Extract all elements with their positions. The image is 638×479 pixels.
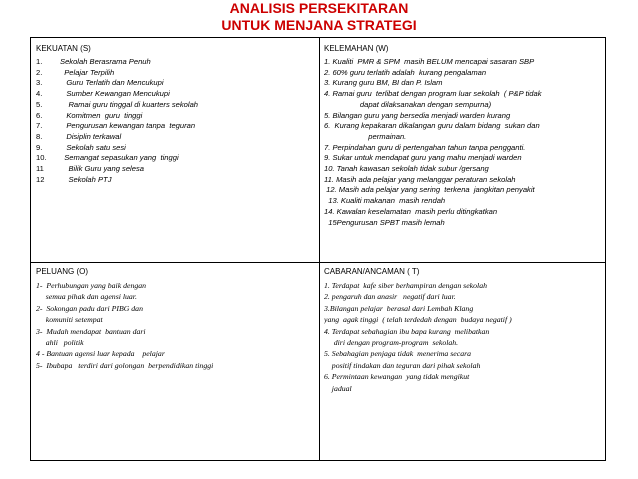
kelemahan-line: 14. Kawalan keselamatan masih perlu ditingkatkan bbox=[324, 206, 498, 216]
kekuatan-item-text: Ramai guru tinggal di kuarters sekolah bbox=[60, 99, 199, 109]
kekuatan-item-number: 7. bbox=[36, 121, 43, 131]
kekuatan-item bbox=[36, 68, 316, 79]
kelemahan-line: 11. Masih ada pelajar yang melanggar peraturan sekolah bbox=[324, 174, 516, 184]
kekuatan-item bbox=[36, 111, 316, 122]
kekuatan-item-number: 3. bbox=[36, 78, 43, 88]
kelemahan-heading: KELEMAHAN (W) bbox=[324, 44, 389, 53]
kekuatan-item bbox=[36, 89, 316, 100]
kekuatan-cell bbox=[36, 43, 316, 259]
peluang-cell bbox=[36, 266, 316, 458]
kekuatan-item-text: Komitmen guru tinggi bbox=[60, 110, 143, 120]
kelemahan-line: 13. Kualiti makanan masih rendah bbox=[324, 196, 446, 206]
kekuatan-item-text: Pelajar Terpilih bbox=[60, 67, 115, 77]
cabaran-line: 5. Sebahagian penjaga tidak menerima secara bbox=[324, 349, 472, 359]
kekuatan-item-number: 2. bbox=[36, 67, 43, 77]
cabaran-line: yang agak tinggi ( telah terdedah dengan budaya negatif ) bbox=[324, 315, 512, 325]
kekuatan-item-text: Disiplin terkawal bbox=[60, 131, 122, 141]
cabaran-heading: CABARAN/ANCAMAN ( T) bbox=[324, 267, 420, 276]
kekuatan-item bbox=[36, 121, 316, 132]
kelemahan-line: dapat dilaksanakan dengan sempurna) bbox=[324, 99, 492, 109]
kekuatan-item-number: 9. bbox=[36, 142, 43, 152]
cabaran-list bbox=[324, 280, 604, 394]
kekuatan-item-number: 12 bbox=[36, 174, 45, 184]
kekuatan-item-text: Semangat sepasukan yang tinggi bbox=[60, 153, 179, 163]
peluang-line: 2- Sokongan padu dari PIBG dan bbox=[36, 303, 143, 313]
kekuatan-item-text: Pengurusan kewangan tanpa teguran bbox=[60, 121, 196, 131]
kelemahan-line: 2. 60% guru terlatih adalah kurang pengalaman bbox=[324, 67, 487, 77]
cabaran-line: jadual bbox=[324, 383, 352, 393]
kelemahan-line: 1. Kualiti PMR & SPM masih BELUM mencapai sasaran SBP bbox=[324, 57, 535, 66]
kelemahan-list bbox=[324, 57, 604, 228]
kekuatan-item-text: Sekolah Berasrama Penuh bbox=[60, 57, 151, 66]
cabaran-line: diri dengan program-program sekolah. bbox=[324, 338, 459, 348]
title-line-2: UNTUK MENJANA STRATEGI bbox=[221, 17, 417, 33]
kelemahan-cell bbox=[324, 43, 604, 259]
kekuatan-item bbox=[36, 164, 316, 175]
kekuatan-item bbox=[36, 78, 316, 89]
peluang-list bbox=[36, 280, 316, 371]
peluang-line: 1- Perhubungan yang baik dengan bbox=[36, 281, 147, 290]
kelemahan-line: 4. Ramai guru terlibat dengan program luar sekolah ( P&P tidak bbox=[324, 89, 542, 99]
kekuatan-item-number: 1. bbox=[36, 57, 43, 66]
cabaran-line: 1. Terdapat kafe siber berhampiran dengan sekolah bbox=[324, 281, 488, 290]
kekuatan-item bbox=[36, 175, 316, 186]
kelemahan-line: 5. Bilangan guru yang bersedia menjadi warden kurang bbox=[324, 110, 511, 120]
kekuatan-item-number: 6. bbox=[36, 110, 43, 120]
table-divider-vertical bbox=[319, 38, 320, 460]
kekuatan-item-text: Sekolah satu sesi bbox=[60, 142, 126, 152]
peluang-line: semua pihak dan agensi luar. bbox=[36, 292, 137, 302]
kelemahan-line: 12. Masih ada pelajar yang sering terkena jangkitan penyakit bbox=[324, 185, 535, 195]
swot-table bbox=[30, 37, 606, 461]
cabaran-line: 4. Terdapat sebahagian ibu bapa kurang melibatkan bbox=[324, 326, 490, 336]
title-line-1: ANALISIS PERSEKITARAN bbox=[229, 0, 409, 16]
kekuatan-item-text: Bilik Guru yang selesa bbox=[60, 164, 144, 174]
cabaran-line: 6. Permintaan kewangan yang tidak mengikut bbox=[324, 372, 470, 382]
peluang-line: 4 - Bantuan agensi luar kepada pelajar bbox=[36, 349, 165, 359]
cabaran-cell bbox=[324, 266, 604, 458]
table-divider-horizontal bbox=[31, 262, 605, 263]
kelemahan-line: 7. Perpindahan guru di pertengahan tahun tanpa pengganti. bbox=[324, 142, 526, 152]
kekuatan-heading: KEKUATAN (S) bbox=[36, 44, 91, 53]
cabaran-line: 2. pengaruh dan anasir negatif dari luar. bbox=[324, 292, 456, 302]
peluang-line: 3- Mudah mendapat bantuan dari bbox=[36, 326, 146, 336]
kekuatan-item-number: 4. bbox=[36, 89, 43, 99]
cabaran-line: 3.Bilangan pelajar berasal dari Lembah Klang bbox=[324, 303, 474, 313]
kekuatan-item-number: 10. bbox=[36, 153, 47, 163]
cabaran-line: positif tindakan dan teguran dari pihak sekolah bbox=[324, 360, 481, 370]
kekuatan-item bbox=[36, 132, 316, 143]
kekuatan-item-text: Guru Terlatih dan Mencukupi bbox=[60, 78, 164, 88]
peluang-line: komuniti setempat bbox=[36, 315, 103, 325]
peluang-line: ahli politik bbox=[36, 338, 84, 348]
kekuatan-item-text: Sekolah PTJ bbox=[60, 174, 112, 184]
kekuatan-item-text: Sumber Kewangan Mencukupi bbox=[60, 89, 170, 99]
peluang-line: 5- Ibubapa terdiri dari golongan berpendidikan tinggi bbox=[36, 360, 214, 370]
kelemahan-line: 9. Sukar untuk mendapat guru yang mahu menjadi warden bbox=[324, 153, 522, 163]
kekuatan-item bbox=[36, 57, 316, 68]
kekuatan-item-number: 5. bbox=[36, 99, 43, 109]
kelemahan-line: permainan. bbox=[324, 131, 407, 141]
kekuatan-item bbox=[36, 100, 316, 111]
kelemahan-line: 3. Kurang guru BM, BI dan P. Islam bbox=[324, 78, 443, 88]
kelemahan-line: 6. Kurang kepakaran dikalangan guru dalam bidang sukan dan bbox=[324, 121, 540, 131]
kekuatan-item bbox=[36, 143, 316, 154]
kekuatan-item bbox=[36, 153, 316, 164]
kekuatan-item-number: 11 bbox=[36, 164, 44, 174]
kelemahan-line: 10. Tanah kawasan sekolah tidak subur /gersang bbox=[324, 164, 489, 174]
peluang-heading: PELUANG (O) bbox=[36, 267, 89, 276]
kekuatan-list bbox=[36, 57, 316, 185]
kelemahan-line: 15Pengurusan SPBT masih lemah bbox=[324, 217, 445, 227]
kekuatan-item-number: 8. bbox=[36, 131, 43, 141]
